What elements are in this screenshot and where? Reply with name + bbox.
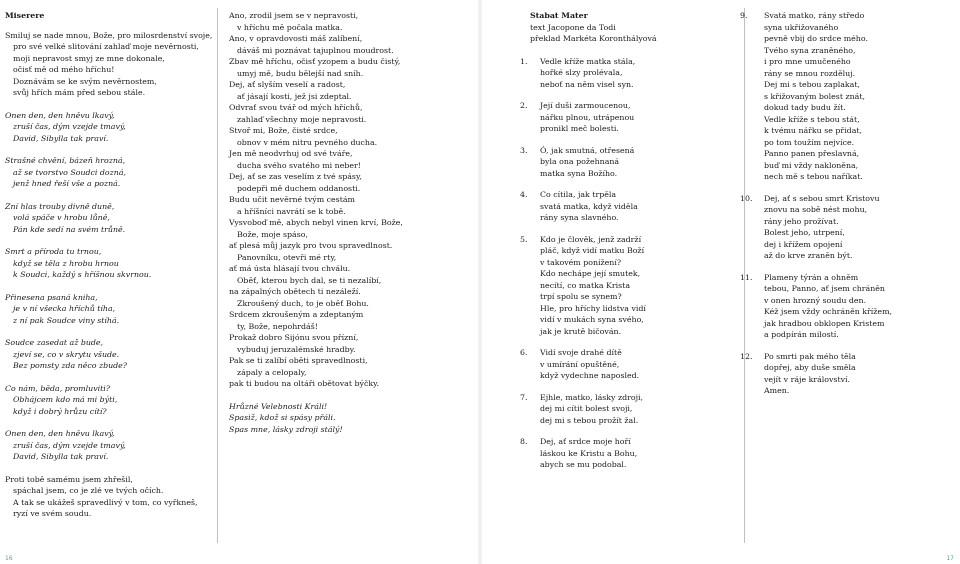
numbered-stanza bbox=[520, 145, 735, 180]
text-line: Bez pomsty zda něco zbude? bbox=[13, 361, 128, 370]
stanza bbox=[5, 155, 215, 190]
text-line: v umírání opuštěné, bbox=[540, 359, 620, 369]
text-line: dej i křížem opojení bbox=[764, 239, 843, 249]
text-line: Oběť, kterou bych dal, se ti nezalíbí, bbox=[237, 275, 382, 285]
text-line: jenž hned řeší vše a pozná. bbox=[13, 179, 121, 188]
text-line: Hrůzné Velebnosti Králi! bbox=[229, 401, 328, 411]
text-line: Co nám, běda, promluviti? bbox=[5, 383, 111, 393]
text-line: Onen den, den hněvu lkavý, bbox=[5, 429, 115, 438]
text-line: svatá matka, když viděla bbox=[540, 201, 638, 211]
text-line: Vedle kříže s tebou stát, bbox=[764, 114, 860, 124]
stanza bbox=[229, 10, 474, 390]
text-line: z ní pak Soudce viny stíhá. bbox=[13, 315, 120, 325]
text-line: syna ukřižovaného bbox=[764, 22, 839, 32]
stanza bbox=[5, 110, 215, 145]
text-line: Bolest jeho, utrpení, bbox=[764, 228, 845, 237]
text-line: zápaly a celopaly, bbox=[237, 367, 307, 377]
text-line: Smrt a příroda tu trnou, bbox=[5, 247, 102, 256]
text-line: Amen. bbox=[764, 386, 790, 395]
text-line: buď mi vždy nakloněna, bbox=[764, 160, 859, 170]
text-line: zruší čas, dým vzejde tmavý, bbox=[13, 440, 126, 450]
text-line: Odvrať svou tvář od mých hříchů, bbox=[229, 103, 363, 112]
text-line: nech mě s tebou naříkat. bbox=[764, 172, 863, 181]
stanza bbox=[5, 428, 215, 463]
text-line: rány jeho prožívat. bbox=[764, 216, 839, 226]
text-line: Panno panen přeslavná, bbox=[764, 149, 860, 158]
page-number-right: 17 bbox=[946, 555, 954, 562]
stabat-mater-continuation-column bbox=[740, 10, 957, 407]
text-line: s křižovaným bolest znát, bbox=[764, 91, 865, 101]
text-line: pláč, když vidí matku Boží bbox=[540, 246, 645, 255]
stanza-number: 5. bbox=[520, 234, 528, 244]
text-line: překlad Markéta Koronthályová bbox=[530, 34, 657, 43]
text-line: Prokaž dobro Sijónu svou přízní, bbox=[229, 333, 359, 342]
text-line: zruší čas, dým vzejde tmavý, bbox=[13, 122, 126, 131]
right-page bbox=[482, 0, 960, 564]
text-line: Strašné chvění, bázeň hrozná, bbox=[5, 156, 126, 165]
text-line: až se tvorstvo Soudci dozná, bbox=[13, 167, 127, 177]
text-line: Přinesena psaná kniha, bbox=[5, 292, 98, 302]
text-line: když vydechne naposled. bbox=[540, 371, 640, 380]
numbered-stanza bbox=[520, 56, 735, 91]
text-line: Vysvoboď mě, abych nebyl vinen krví, Bože, bbox=[229, 218, 403, 227]
text-line: umyj mě, budu bělejší nad sníh. bbox=[237, 68, 364, 78]
stanza-number: 7. bbox=[520, 392, 528, 402]
text-line: Budu učit nevěrné tvým cestám bbox=[229, 195, 355, 204]
text-line: v onen hrozný soudu den. bbox=[764, 295, 867, 305]
miserere-continuation-column bbox=[229, 10, 474, 446]
text-line: Zkroušený duch, to je oběť Bohu. bbox=[237, 298, 369, 308]
stabat-mater-column bbox=[520, 10, 735, 481]
numbered-stanza bbox=[520, 234, 735, 338]
text-line: Kéž jsem vždy ochráněn křížem, bbox=[764, 307, 893, 316]
stanza bbox=[5, 383, 215, 418]
text-line: ryzí ve svém soudu. bbox=[13, 509, 92, 518]
text-line: ať jásají kosti, jež jsi zdeptal. bbox=[237, 91, 352, 101]
text-line: Pán kde sedí na svém trůně. bbox=[13, 224, 126, 234]
text-line: Soudce zasedat až bude, bbox=[5, 338, 104, 347]
text-line: Její duši zarmoucenou, bbox=[540, 101, 631, 110]
text-line: v hříchu mě počala matka. bbox=[237, 22, 343, 32]
text-line: dokud tady budu žít. bbox=[764, 103, 846, 112]
text-line: Ó, jak smutná, otřesená bbox=[540, 145, 635, 155]
text-line: očisť mě od mého hříchu! bbox=[13, 65, 115, 74]
text-line: k Soudci, každý s hříšnou skvrnou. bbox=[13, 270, 152, 279]
text-line: Proti tobě samému jsem zhřešil, bbox=[5, 474, 133, 484]
text-line: jak je krutě bičován. bbox=[540, 326, 622, 336]
text-line: je v ní všecka hříchů tíha, bbox=[13, 304, 116, 313]
text-line: hořké slzy prolévala, bbox=[540, 68, 623, 77]
text-line: láskou ke Kristu a Bohu, bbox=[540, 448, 638, 458]
page-number-left: 16 bbox=[5, 555, 13, 562]
text-line: A tak se ukážeš spravedlivý v tom, co vyřkneš, bbox=[13, 497, 198, 507]
text-line: nářku plnou, utrápenou bbox=[540, 112, 635, 122]
numbered-stanza bbox=[740, 272, 957, 341]
numbered-stanza bbox=[740, 10, 957, 183]
text-line: dáváš mi poznávat tajuplnou moudrost. bbox=[237, 45, 394, 55]
text-line: Vidí svoje drahé dítě bbox=[540, 348, 622, 357]
text-line: Dej, ať srdce moje hoří bbox=[540, 437, 631, 446]
text-line: Obhájcem kdo má mi býti, bbox=[13, 395, 118, 404]
stanza bbox=[5, 201, 215, 236]
text-line: Po smrti pak mého těla bbox=[764, 351, 856, 361]
text-line: vybuduj jeruzalémské hradby. bbox=[237, 344, 356, 354]
text-line: podepři mě duchem oddanosti. bbox=[237, 183, 361, 193]
text-line: pronikl meč bolesti. bbox=[540, 124, 619, 133]
text-line: ty, Bože, nepohrdáš! bbox=[237, 321, 318, 331]
text-line: když se těla z hrobu hrnou bbox=[13, 258, 119, 268]
text-line: Tvého syna zraněného, bbox=[764, 45, 856, 55]
stanza-number: 12. bbox=[740, 351, 753, 361]
text-line: pevně vbij do srdce mého. bbox=[764, 34, 868, 43]
text-line: moji nepravost smyj ze mne dokonale, bbox=[13, 53, 165, 63]
text-line: Dej, ať s sebou smrt Kristovu bbox=[764, 193, 880, 203]
text-line: až do krve zraněn být. bbox=[764, 251, 853, 260]
text-line: trpí spolu se synem? bbox=[540, 292, 622, 301]
text-line: Smiluj se nade mnou, Bože, pro milosrdenství svoje, bbox=[5, 30, 213, 40]
text-line: neboť na něm visel syn. bbox=[540, 79, 634, 89]
text-line: Onen den, den hněvu lkavý, bbox=[5, 110, 115, 120]
text-line: spáchal jsem, co je zlé ve tvých očích. bbox=[13, 486, 164, 495]
numbered-stanza bbox=[520, 100, 735, 135]
text-line: Spas mne, lásky zdroji stálý! bbox=[229, 424, 343, 434]
text-line: Srdcem zkroušeným a zdeptaným bbox=[229, 310, 364, 319]
text-line: Ejhle, matko, lásky zdroji, bbox=[540, 392, 644, 402]
numbered-stanza bbox=[740, 193, 957, 262]
text-line: dej mi s tebou prožít žal. bbox=[540, 415, 639, 425]
column-divider bbox=[217, 8, 218, 543]
text-line: Doznávám se ke svým nevěrnostem, bbox=[13, 76, 157, 86]
text-line: Bože, moje spáso, bbox=[237, 229, 308, 239]
text-line: jak hradbou obklopen Kristem bbox=[764, 318, 885, 328]
stabat-mater-credits bbox=[530, 22, 735, 45]
text-line: na zápalných obětech ti nezáleží. bbox=[229, 287, 361, 296]
stabat-mater-title: Stabat Mater bbox=[530, 11, 588, 20]
text-line: Dej mi s tebou zaplakat, bbox=[764, 80, 860, 89]
text-line: David, Sibylla tak praví. bbox=[13, 133, 109, 143]
text-line: Ano, zrodil jsem se v nepravosti, bbox=[229, 11, 359, 20]
text-line: byla ona požehnaná bbox=[540, 157, 620, 166]
text-line: ducha svého svatého mi neber! bbox=[237, 160, 361, 170]
stanza bbox=[5, 474, 215, 520]
numbered-stanza bbox=[740, 351, 957, 397]
stanza-number: 8. bbox=[520, 437, 528, 446]
text-line: rány syna slavného. bbox=[540, 213, 619, 222]
stanza bbox=[5, 246, 215, 281]
text-line: rány se mnou rozděluj. bbox=[764, 68, 856, 78]
text-line: po tom toužím nejvíce. bbox=[764, 137, 855, 147]
text-line: Svatá matko, rány středo bbox=[764, 11, 865, 20]
text-line: necítí, co matka Krista bbox=[540, 280, 631, 290]
stanza-number: 1. bbox=[520, 56, 528, 66]
stanza-number: 2. bbox=[520, 101, 528, 110]
text-line: Co cítila, jak trpěla bbox=[540, 190, 617, 199]
stanza bbox=[5, 292, 215, 327]
text-line: Panovníku, otevři mé rty, bbox=[237, 252, 337, 262]
text-line: text Jacopone da Todi bbox=[530, 22, 616, 32]
text-line: matka syna Božího. bbox=[540, 168, 618, 178]
text-line: tebou, Panno, ať jsem chráněn bbox=[764, 284, 885, 293]
stanza bbox=[5, 30, 215, 99]
numbered-stanza bbox=[520, 392, 735, 427]
text-line: David, Sibylla tak praví. bbox=[13, 452, 109, 461]
numbered-stanza bbox=[520, 189, 735, 224]
text-line: i pro mne umučeného bbox=[764, 57, 851, 66]
text-line: vidí v mukách syna svého, bbox=[540, 315, 644, 324]
text-line: Spasiž, kdož si spásy přáli. bbox=[229, 413, 336, 422]
text-line: Zní hlas trouby divně duně, bbox=[5, 201, 115, 211]
stanza-number: 6. bbox=[520, 348, 528, 357]
stanza-number: 9. bbox=[740, 11, 748, 20]
text-line: Zbav mě hříchu, očisť yzopem a budu čistý, bbox=[229, 57, 401, 66]
stanza bbox=[5, 337, 215, 372]
text-line: Ano, v opravdovosti máš zalíbení, bbox=[229, 34, 363, 43]
stanza-number: 10. bbox=[740, 193, 753, 203]
text-line: svůj hřích mám před sebou stále. bbox=[13, 88, 146, 97]
text-line: Pak se ti zalíbí oběti spravedlnosti, bbox=[229, 356, 368, 365]
numbered-stanza bbox=[520, 347, 735, 382]
text-line: vejít v ráje království. bbox=[764, 374, 851, 384]
text-line: Dej, ať se zas veselím z tvé spásy, bbox=[229, 172, 362, 181]
text-line: a hříšníci navrátí se k tobě. bbox=[237, 206, 346, 216]
stanza-number: 3. bbox=[520, 145, 528, 155]
miserere-column bbox=[5, 10, 215, 531]
text-line: pak ti budou na oltáři obětovat býčky. bbox=[229, 379, 379, 388]
text-line: Stvoř mi, Bože, čisté srdce, bbox=[229, 126, 338, 135]
text-line: dopřej, aby duše směla bbox=[764, 363, 856, 372]
text-line: ať plesá můj jazyk pro tvou spravedlnost. bbox=[229, 241, 393, 250]
text-line: ať má ústa hlásají tvou chválu. bbox=[229, 264, 351, 273]
text-line: dej mi cítit bolest svoji, bbox=[540, 404, 633, 413]
text-line: Jen mě neodvrhuj od své tváře, bbox=[229, 149, 353, 158]
text-line: Dej, ať slyším veselí a radost, bbox=[229, 80, 346, 89]
text-line: v takovém ponížení? bbox=[540, 257, 622, 267]
text-line: obnov v mém nitru pevného ducha. bbox=[237, 137, 378, 147]
text-line: Plameny týrán a ohněm bbox=[764, 272, 859, 282]
text-line: abych se mu podobal. bbox=[540, 460, 627, 469]
text-line: volá spáče v hrobu lůně, bbox=[13, 213, 110, 222]
text-line: zjeví se, co v skrytu všude. bbox=[13, 349, 120, 359]
text-line: Hle, pro hříchy lidstva vidí bbox=[540, 303, 646, 313]
text-line: Kdo nechápe její smutek, bbox=[540, 269, 641, 278]
left-page bbox=[0, 0, 478, 564]
text-line: Kdo je člověk, jenž zadrží bbox=[540, 234, 642, 244]
text-line: pro své velké slitování zahlaď moje nevěrnosti, bbox=[13, 42, 199, 51]
stanza-number: 4. bbox=[520, 190, 528, 199]
text-line: k tvému nářku se přidat, bbox=[764, 126, 863, 135]
numbered-stanza bbox=[520, 436, 735, 471]
text-line: Vedle kříže matka stála, bbox=[540, 56, 636, 66]
stanza-number: 11. bbox=[740, 272, 753, 282]
text-line: a podpírán milostí. bbox=[764, 330, 839, 339]
miserere-title: Miserere bbox=[5, 11, 45, 20]
text-line: zahlaď všechny moje nepravosti. bbox=[237, 114, 367, 124]
text-line: když i dobrý hrůzu cítí? bbox=[13, 406, 107, 416]
text-line: znovu na sobě nést mohu, bbox=[764, 205, 868, 214]
stanza bbox=[229, 401, 474, 436]
